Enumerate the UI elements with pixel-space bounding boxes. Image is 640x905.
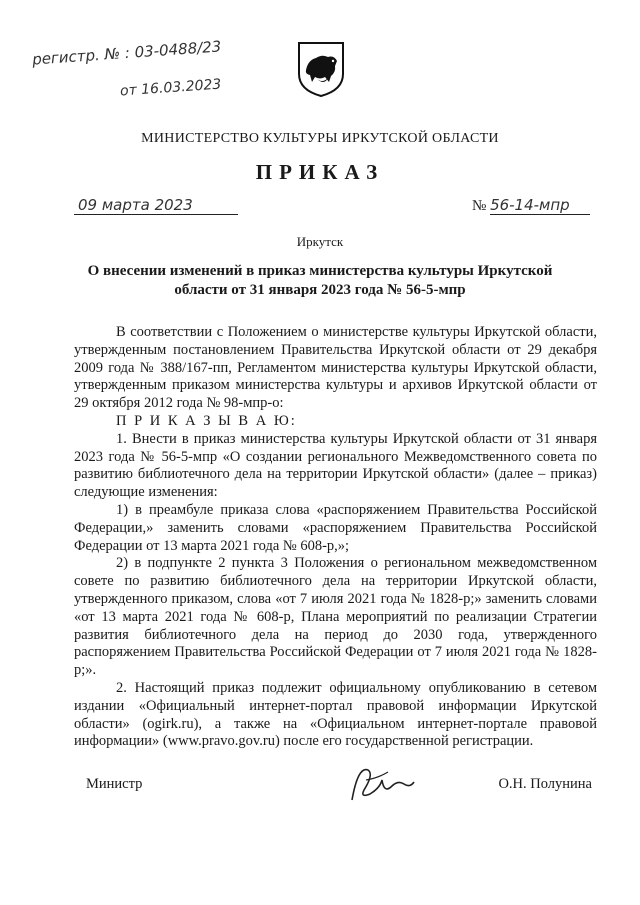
order-body: [74, 324, 597, 751]
order-number: 56-14-мпр: [490, 196, 590, 215]
irkutsk-emblem-icon: [296, 40, 346, 98]
preamble-paragraph: В соответствии с Положением о министерстве культуры Иркутской области, утвержденным постановлением Правительства Иркутской области от 29 декабря 2009 года № 388/167-пп, Регламентом министерства культуры Иркутской области, утвержденным приказом министерства культуры и архивов Иркутской области от 29 октября 2012 года № 98-мпр-о:: [74, 324, 597, 412]
order-word: П Р И К А З Ы В А Ю:: [116, 412, 297, 429]
item-2-paragraph: 2. Настоящий приказ подлежит официальному опубликованию в сетевом издании «Официальный интернет-портал правовой информации Иркутской области» (ogirk.ru), а также на «Официальном интернет-портале правовой информации» (www.pravo.gov.ru) после его государственной регистрации.: [74, 679, 597, 750]
signature-block: [0, 760, 640, 810]
item-1-1-paragraph: 1) в преамбуле приказа слова «распоряжением Правительства Российской Федерации,» заменить словами «распоряжением Правительства Российской Федерации от 13 марта 2021 года № 608-р,»;: [74, 501, 597, 554]
signer-name: О.Н. Полунина: [498, 776, 592, 792]
order-number-field: [472, 196, 590, 215]
item-1-2-paragraph: 2) в подпункте 2 пункта 3 Положения о региональном межведомственном совете по развитию библиотечного дела на территории Иркутской области, утвержденного приказом, слова «от 7 июля 2021 года № 1828-р;» заменить словами «от 13 марта 2021 года № 608-р, Плана мероприятий по реализации Стратегии развития библиотечного дела на период до 2030 года, утвержденного распоряжением Правительства Российской Федерации от 7 июля 2021 года № 1828-р;».: [74, 555, 597, 679]
signature-mark: [344, 760, 416, 808]
document-title: ПРИКАЗ: [255, 160, 385, 184]
minister-label: Министр: [86, 776, 143, 792]
registration-number: регистр. № : 03-0488/23: [31, 37, 222, 69]
ministry-name: МИНИСТЕРСТВО КУЛЬТУРЫ ИРКУТСКОЙ ОБЛАСТИ: [141, 131, 499, 146]
order-subject: О внесении изменений в приказ министерства культуры Иркутской области от 31 января 2023 года № 56-5-мпр: [87, 263, 553, 298]
item-1-paragraph: 1. Внести в приказ министерства культуры Иркутской области от 31 января 2023 года № 56-5-мпр «О создании регионального Межведомственного совета по развитию библиотечного дела на территории Иркутской области» (далее – приказ) следующие изменения:: [74, 430, 597, 501]
order-date: 09 марта 2023: [74, 196, 238, 215]
registration-date: от 16.03.2023: [119, 76, 222, 100]
city: Иркутск: [296, 234, 344, 249]
number-sign: №: [472, 198, 487, 214]
